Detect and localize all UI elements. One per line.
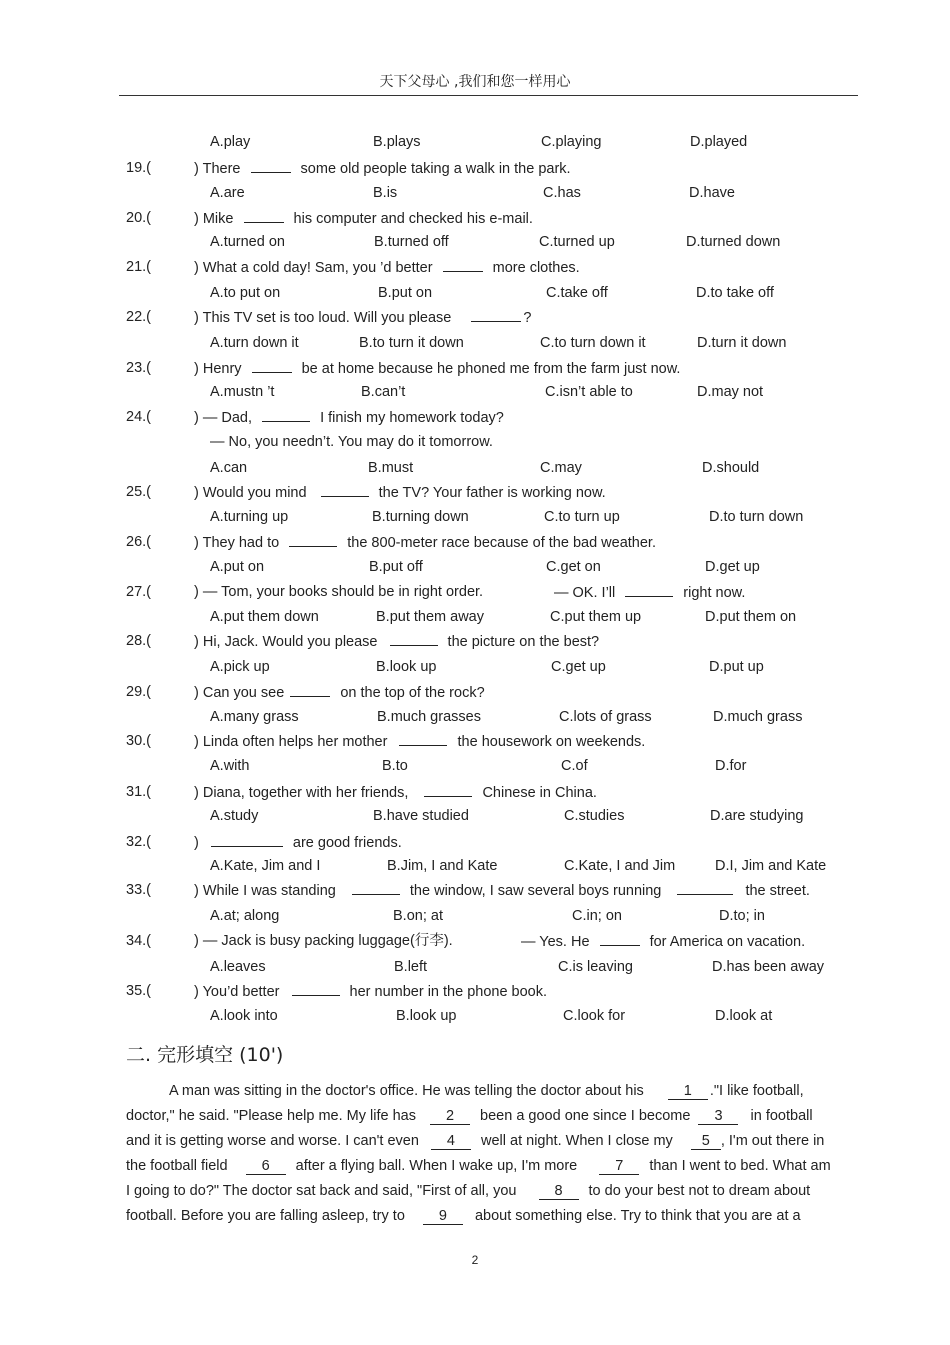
option-b: B.on; at [393,908,443,924]
option-b: B.can’t [361,384,406,400]
option-d: D.turned down [686,234,781,250]
blank-number: 2 [430,1108,470,1125]
option-c: C.of [561,758,588,774]
option-a: A.turn down it [210,335,299,351]
option-c: C.has [543,185,581,201]
option-b: B.plays [373,134,421,150]
option-a: A.turned on [210,234,285,250]
option-d: D.put them on [705,609,797,625]
question-number: 27.( [126,584,151,600]
option-b: B.is [373,185,398,201]
question-number: 34.( [126,933,151,949]
option-b: B.put them away [376,609,484,625]
option-a: A.are [210,185,245,201]
dialogue-reply: — OK. I’ll right now. [554,585,746,601]
question-stem: ) Mike his computer and checked his e-mail. [194,211,533,227]
option-c: C.look for [563,1008,626,1024]
question-number: 33.( [126,882,151,898]
option-c: C.get on [546,559,601,575]
question-stem: ) are good friends. [194,835,402,851]
question-number: 30.( [126,733,151,749]
section-heading: 二. 完形填空 (10') [126,1044,284,1066]
option-d: D.to turn down [709,509,804,525]
option-a: A.with [210,758,250,774]
option-b: B.must [368,460,414,476]
option-a: A.pick up [210,659,270,675]
question-stem: ) Henry be at home because he phoned me from the farm just now. [194,361,681,377]
question-stem: ) While I was standing the window, I saw several boys running the street. [194,883,810,899]
option-d: D.should [702,460,760,476]
option-a: A.many grass [210,709,299,725]
option-b: B.much grasses [377,709,481,725]
question-number: 35.( [126,983,151,999]
blank-number: 3 [698,1108,738,1125]
option-c: C.playing [541,134,602,150]
blank-number: 1 [668,1083,708,1100]
question-number: 19.( [126,160,151,176]
option-c: C.Kate, I and Jim [564,858,676,874]
option-c: C.may [540,460,582,476]
option-d: D.are studying [710,808,804,824]
blank-number: 9 [423,1208,463,1225]
passage-line: A man was sitting in the doctor's office. He was telling the doctor about his 1 ."I like football, [169,1083,804,1099]
option-b: B.turning down [372,509,469,525]
question-stem: ) Can you see on the top of the rock? [194,685,485,701]
option-d: D.may not [697,384,764,400]
option-b: B.have studied [373,808,469,824]
question-stem: ) Would you mind the TV? Your father is working now. [194,485,606,501]
passage-line: the football field 6 after a flying ball. When I wake up, I'm more 7 than I went to bed. What am [126,1158,831,1174]
question-stem: ) Hi, Jack. Would you please the picture on the best? [194,634,600,650]
blank-number: 7 [599,1158,639,1175]
passage-line: and it is getting worse and worse. I can't even 4 well at night. When I close my 5 , I'm out there in [126,1133,825,1149]
option-a: A.to put on [210,285,281,301]
option-b: B.left [394,959,428,975]
option-b: B.look up [376,659,437,675]
question-number: 29.( [126,684,151,700]
option-d: D.look at [715,1008,773,1024]
question-number: 21.( [126,259,151,275]
option-d: D.turn it down [697,335,787,351]
blank-number: 5 [691,1133,721,1150]
question-number: 20.( [126,210,151,226]
option-a: A.mustn ’t [210,384,275,400]
dialogue-reply: — Yes. He for America on vacation. [521,934,806,950]
option-d: D.has been away [712,959,825,975]
option-c: C.turned up [539,234,615,250]
option-b: B.look up [396,1008,457,1024]
question-number: 31.( [126,784,151,800]
option-c: C.put them up [550,609,642,625]
option-a: A.put on [210,559,265,575]
blank-number: 6 [246,1158,286,1175]
question-number: 25.( [126,484,151,500]
option-a: A.put them down [210,609,319,625]
question-stem: ) — Tom, your books should be in right order. [194,584,484,600]
option-c: C.is leaving [558,959,633,975]
option-b: B.put on [378,285,433,301]
option-d: D.I, Jim and Kate [715,858,827,874]
header-rule [119,95,858,96]
question-stem: ) Linda often helps her mother the housework on weekends. [194,734,646,750]
passage-line: doctor," he said. "Please help me. My life has 2 been a good one since I become 3 in football [126,1108,813,1124]
question-stem: ) There some old people taking a walk in the park. [194,161,571,177]
option-d: D.played [690,134,748,150]
question-number: 28.( [126,633,151,649]
passage-line: I going to do?" The doctor sat back and said, "First of all, you 8 to do your best not to dream about [126,1183,811,1199]
dialogue-reply: — No, you needn’t. You may do it tomorrow. [210,434,493,450]
question-stem: ) — Dad, I finish my homework today? [194,410,504,426]
option-b: B.turned off [374,234,449,250]
option-c: C.to turn down it [540,335,646,351]
option-c: C.isn’t able to [545,384,633,400]
question-number: 26.( [126,534,151,550]
option-d: D.put up [709,659,764,675]
question-stem: ) They had to the 800-meter race because of the bad weather. [194,535,656,551]
option-d: D.get up [705,559,760,575]
question-number: 32.( [126,834,151,850]
option-d: D.to take off [696,285,774,301]
option-c: C.to turn up [544,509,620,525]
option-c: C.lots of grass [559,709,652,725]
page-header: 天下父母心 ,我们和您一样用心 [379,74,571,90]
question-number: 23.( [126,360,151,376]
blank-number: 4 [431,1133,471,1150]
option-a: A.at; along [210,908,280,924]
option-b: B.Jim, I and Kate [387,858,498,874]
option-a: A.leaves [210,959,266,975]
option-b: B.to turn it down [359,335,464,351]
option-a: A.Kate, Jim and I [210,858,321,874]
option-d: D.much grass [713,709,803,725]
question-stem: ) — Jack is busy packing luggage(行李). [194,933,453,949]
option-d: D.to; in [719,908,765,924]
question-stem: ) Diana, together with her friends, Chinese in China. [194,785,597,801]
option-a: A.play [210,134,251,150]
question-stem: ) This TV set is too loud. Will you please ? [194,310,532,326]
option-a: A.study [210,808,259,824]
option-a: A.look into [210,1008,278,1024]
passage-line: football. Before you are falling asleep, try to 9 about something else. Try to think that you are at a [126,1208,801,1224]
question-number: 24.( [126,409,151,425]
option-c: C.get up [551,659,606,675]
question-stem: ) What a cold day! Sam, you ’d better more clothes. [194,260,580,276]
question-stem: ) You’d better her number in the phone book. [194,984,548,1000]
option-c: C.studies [564,808,625,824]
option-b: B.put off [369,559,423,575]
option-a: A.turning up [210,509,289,525]
option-d: D.for [715,758,747,774]
page-number: 2 [471,1253,479,1267]
question-number: 22.( [126,309,151,325]
option-a: A.can [210,460,248,476]
option-c: C.take off [546,285,608,301]
option-d: D.have [689,185,735,201]
option-c: C.in; on [572,908,622,924]
blank-number: 8 [539,1183,579,1200]
option-b: B.to [382,758,408,774]
